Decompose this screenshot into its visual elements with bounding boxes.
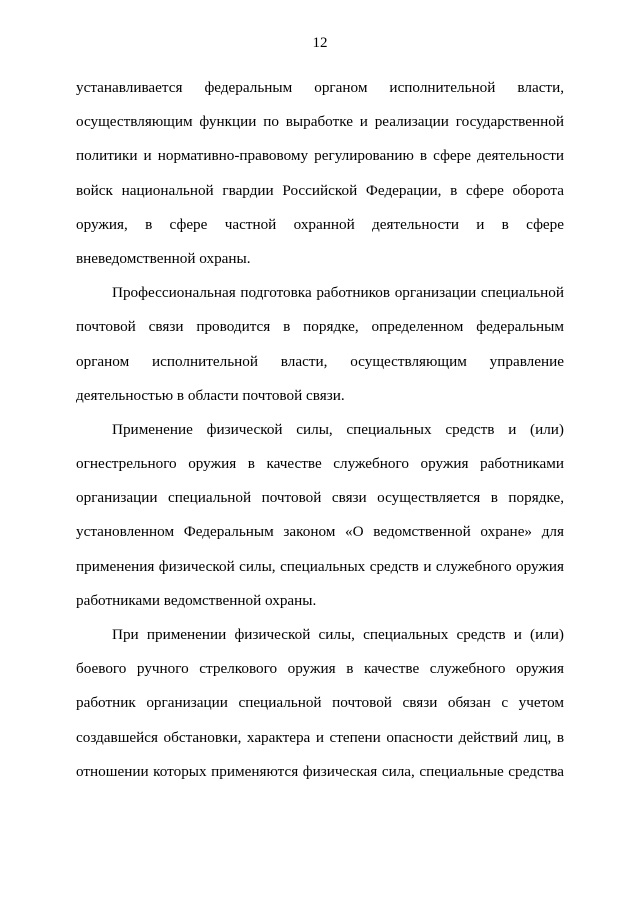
text-line: осуществляющим функции по выработке и реализации государственной: [76, 113, 564, 131]
paragraph-3: [76, 413, 564, 618]
text-line: почтовой связи проводится в порядке, определенном федеральным: [76, 318, 564, 336]
text-line: работник организации специальной почтовой связи обязан с учетом: [76, 694, 564, 712]
paragraph-2: [76, 276, 564, 413]
text-line: деятельностью в области почтовой связи.: [76, 386, 345, 404]
text-line: органом исполнительной власти, осуществляющим управление: [76, 352, 564, 370]
text-line: войск национальной гвардии Российской Федерации, в сфере оборота: [76, 181, 564, 199]
text-line: Профессиональная подготовка работников организации специальной: [112, 284, 564, 302]
text-line: При применении физической силы, специальных средств и (или): [112, 626, 564, 643]
page-number: 12: [312, 35, 328, 51]
text-line: создавшейся обстановки, характера и степени опасности действий лиц, в: [76, 728, 564, 746]
text-line: боевого ручного стрелкового оружия в качестве служебного оружия: [76, 660, 564, 678]
document-body: [76, 71, 564, 789]
paragraph-1: [76, 71, 564, 276]
paragraph-4: [76, 618, 564, 789]
text-line: Применение физической силы, специальных средств и (или): [112, 420, 564, 438]
text-line: применения физической силы, специальных средств и служебного оружия: [76, 557, 564, 575]
text-line: установленном Федеральным законом «О ведомственной охране» для: [76, 523, 564, 541]
text-line: огнестрельного оружия в качестве служебного оружия работниками: [76, 455, 564, 473]
text-line: политики и нормативно-правовому регулированию в сфере деятельности: [76, 147, 564, 165]
text-line: устанавливается федеральным органом исполнительной власти,: [76, 79, 564, 96]
text-line: оружия, в сфере частной охранной деятельности и в сфере: [76, 215, 564, 233]
text-line: отношении которых применяются физическая сила, специальные средства: [76, 762, 564, 780]
text-line: организации специальной почтовой связи осуществляется в порядке,: [76, 489, 564, 507]
text-line: работниками ведомственной охраны.: [76, 591, 317, 609]
text-line: вневедомственной охраны.: [76, 249, 251, 267]
